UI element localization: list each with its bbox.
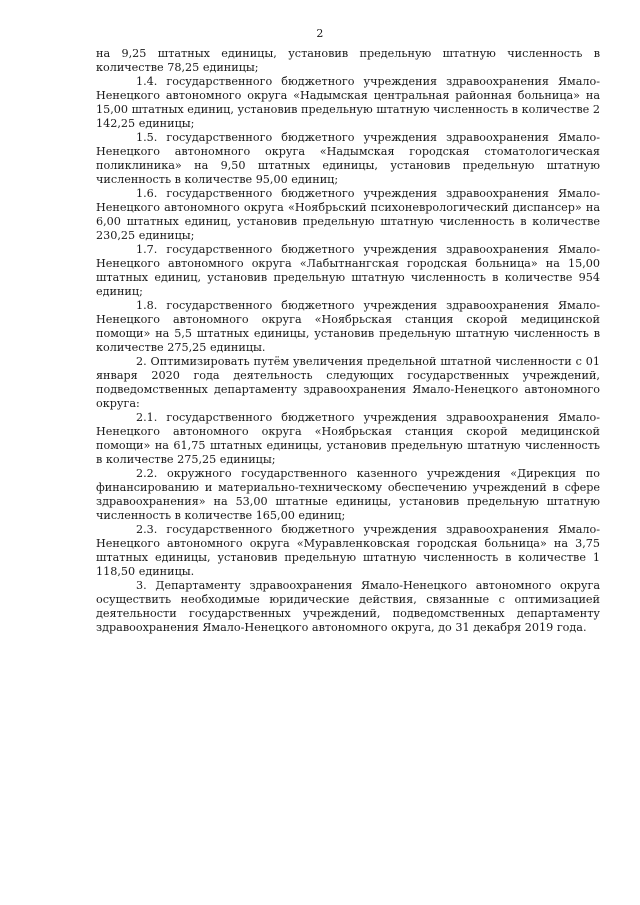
document-body [96,47,600,635]
paragraph-item-3: 3. Департаменту здравоохранения Ямало-Ненецкого автономного округа осуществить необходимые юридические действия, связанные с оптимизацией деятельности государственных учреждений, подведомственных департаменту здравоохранения Ямало-Ненецкого автономного округа, до 31 декабря 2019 года. [96,579,600,634]
paragraph-continuation: на 9,25 штатных единицы, установив предельную штатную численность в количестве 78,25 единицы; [96,47,600,74]
paragraph-item-1-5: 1.5. государственного бюджетного учреждения здравоохранения Ямало-Ненецкого автономного округа «Надымская городская стоматологическая поликлиника» на 9,50 штатных единицы, установив предельную штатную численность в количестве 95,00 единиц; [96,131,600,186]
paragraph-item-2-3: 2.3. государственного бюджетного учреждения здравоохранения Ямало-Ненецкого автономного округа «Муравленковская городская больница» на 3,75 штатных единицы, установив предельную штатную численность в количестве 1 118,50 единицы. [96,523,600,578]
paragraph-item-1-6: 1.6. государственного бюджетного учреждения здравоохранения Ямало-Ненецкого автономного округа «Ноябрьский психоневрологический диспансер» на 6,00 штатных единиц, установив предельную штатную численность в количестве 230,25 единицы; [96,187,600,242]
paragraph-item-2-2: 2.2. окружного государственного казенного учреждения «Дирекция по финансированию и материально-техническому обеспечению учреждений в сфере здравоохранения» на 53,00 штатные единицы, установив предельную штатную численность в количестве 165,00 единиц; [96,467,600,522]
paragraph-item-1-8: 1.8. государственного бюджетного учреждения здравоохранения Ямало-Ненецкого автономного округа «Ноябрьская станция скорой медицинской помощи» на 5,5 штатных единицы, установив предельную штатную численность в количестве 275,25 единицы. [96,299,600,354]
paragraph-item-1-7: 1.7. государственного бюджетного учреждения здравоохранения Ямало-Ненецкого автономного округа «Лабытнангская городская больница» на 15,00 штатных единиц, установив предельную штатную численность в количестве 954 единиц; [96,243,600,298]
paragraph-item-1-4: 1.4. государственного бюджетного учреждения здравоохранения Ямало-Ненецкого автономного округа «Надымская центральная районная больница» на 15,00 штатных единиц, установив предельную штатную численность в количестве 2 142,25 единицы; [96,75,600,130]
page-number: 2 [316,27,324,40]
paragraph-item-2: 2. Оптимизировать путём увеличения предельной штатной численности с 01 января 2020 года деятельность следующих государственных учреждений, подведомственных департаменту здравоохранения Ямало-Ненецкого автономного округа: [96,355,600,410]
paragraph-item-2-1: 2.1. государственного бюджетного учреждения здравоохранения Ямало-Ненецкого автономного округа «Ноябрьская станция скорой медицинской помощи» на 61,75 штатных единицы, установив предельную штатную численность в количестве 275,25 единицы; [96,411,600,466]
